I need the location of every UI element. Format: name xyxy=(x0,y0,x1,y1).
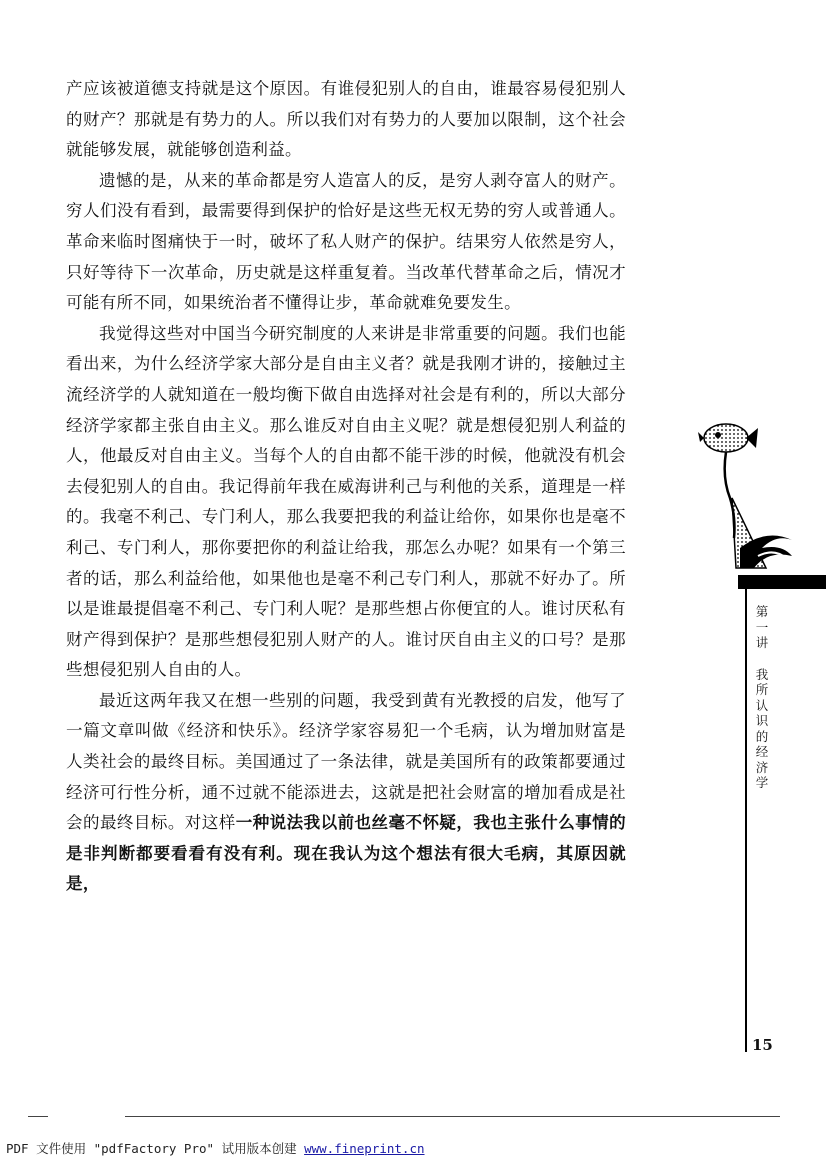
chapter-char: 我 xyxy=(755,666,769,682)
paragraph: 我觉得这些对中国当今研究制度的人来讲是非常重要的问题。我们也能看出来，为什么经济学家大部分是自由主义者？就是我刚才讲的，接触过主流经济学的人就知道在一般均衡下做自由选择对社会是有利的，所以大部分经济学家都主张自由主义。那么谁反对自由主义呢？就是想侵犯别人利益的人，他最反对自由主义。当每个人的自由都不能干涉的时候，他就没有机会去侵犯别人的自由。我记得前年我在威海讲利己与利他的关系，道理是一样的。我毫不利己、专门利人，那么我要把我的利益让给你，如果你也是毫不利己、专门利人，那你要把你的利益让给我，那怎么办呢？如果有一个第三者的话，那么利益给他，如果他也是毫不利己专门利人，那就不好办了。所以是谁最提倡毫不利己、专门利人呢？是那些想占你便宜的人。谁讨厌私有财产得到保护？是那些想侵犯别人财产的人。谁讨厌自由主义的口号？是那些想侵犯别人自由的人。 xyxy=(66,323,626,680)
side-vertical-rule xyxy=(745,589,747,1052)
decorative-figure-icon xyxy=(696,408,806,578)
pdf-footer xyxy=(6,1139,425,1157)
side-bar-divider xyxy=(738,575,826,589)
chapter-char: 济 xyxy=(755,759,769,775)
footer-rule xyxy=(125,1116,780,1117)
chapter-char: 经 xyxy=(755,744,769,759)
chapter-char: 一 xyxy=(755,619,769,635)
paragraph: 遗憾的是，从来的革命都是穷人造富人的反，是穷人剥夺富人的财产。穷人们没有看到，最需要得到保护的恰好是这些无权无势的穷人或普通人。革命来临时图痛快于一时，破坏了私人财产的保护。结果穷人依然是穷人，只好等待下一次革命，历史就是这样重复着。当改革代替革命之后，情况才可能有所不同，如果统治者不懂得让步，革命就难免要发生。 xyxy=(66,170,626,313)
chapter-char: 识 xyxy=(755,713,769,728)
chapter-char: 的 xyxy=(755,728,769,744)
page-number: 15 xyxy=(752,1036,773,1054)
footer-link[interactable]: www.fineprint.cn xyxy=(304,1141,425,1156)
bold-text: 一种说法我以前也丝毫不怀疑，我也主张什么事情的是非判断都要看看有没有利。现在我认为这个想法有很大毛病，其原因就是， xyxy=(66,813,626,894)
footer-rule xyxy=(28,1116,48,1117)
body-text xyxy=(66,74,626,900)
paragraph xyxy=(66,686,626,900)
paragraph: 产应该被道德支持就是这个原因。有谁侵犯别人的自由，谁最容易侵犯别人的财产？那就是有势力的人。所以我们对有势力的人要加以限制，这个社会就能够发展，就能够创造利益。 xyxy=(66,79,626,160)
chapter-label xyxy=(751,604,773,791)
chapter-char: 讲 xyxy=(755,635,769,650)
footer-text: PDF 文件使用 "pdfFactory Pro" 试用版本创建 xyxy=(6,1141,305,1156)
chapter-char: 所 xyxy=(755,682,769,697)
chapter-char: 第 xyxy=(755,604,769,619)
chapter-char: 学 xyxy=(755,775,769,790)
chapter-char: 认 xyxy=(755,697,769,713)
paragraph-text: 最近这两年我又在想一些别的问题，我受到黄有光教授的启发，他写了一篇文章叫做《经济和快乐》。经济学家容易犯一个毛病，认为增加财富是人类社会的最终目标。美国通过了一条法律，就是美国所有的政策都要通过经济可行性分析，通不过就不能添进去，这就是把社会财富的增加看成是社会的最终目标。对这样 xyxy=(66,690,626,833)
